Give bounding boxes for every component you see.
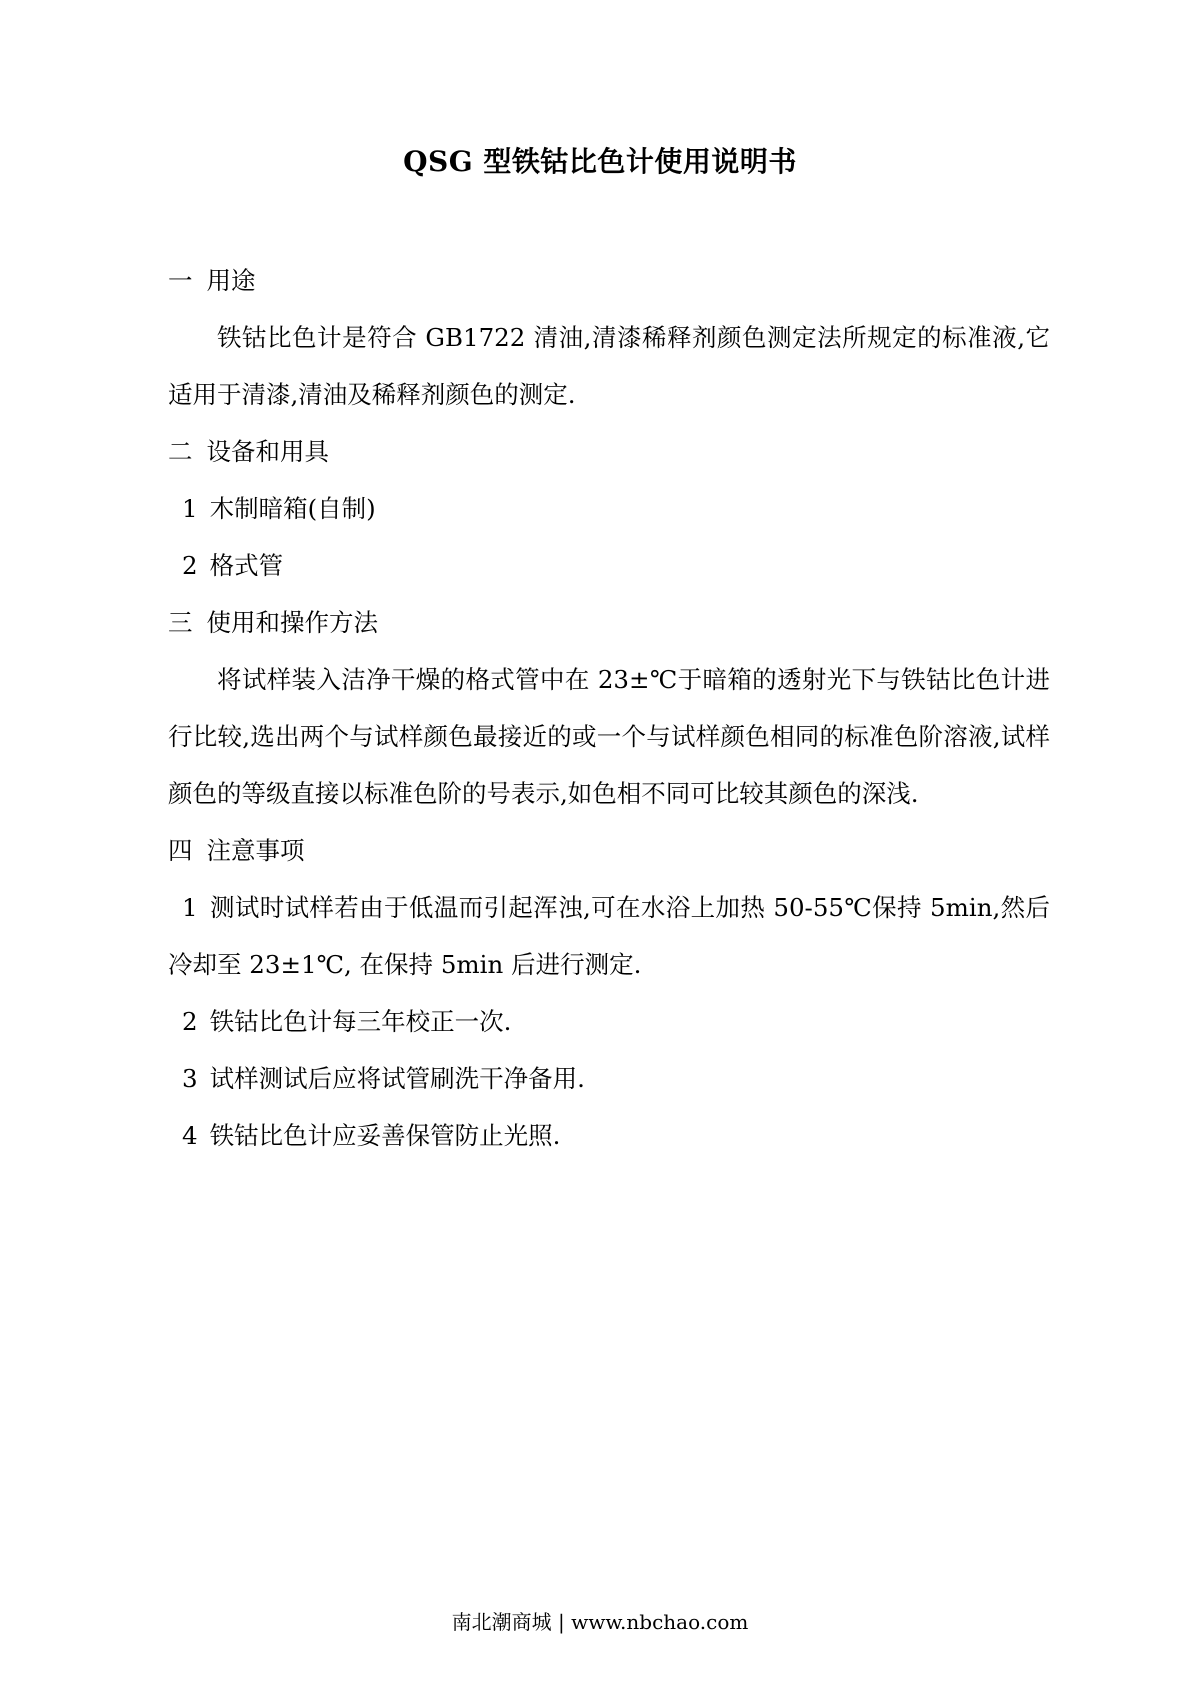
section-number-3: 三 <box>168 608 193 637</box>
list-item-text: 木制暗箱(自制) <box>209 494 376 523</box>
list-item <box>168 537 1050 594</box>
list-item-text: 格式管 <box>209 551 284 580</box>
section-number-1: 一 <box>168 266 193 295</box>
page-footer: 南北潮商城 | www.nbchao.com <box>451 1610 749 1634</box>
list-item <box>168 480 1050 537</box>
section-title-2: 设备和用具 <box>206 437 329 466</box>
section-number-4: 四 <box>168 836 193 865</box>
page-title: QSG 型铁钴比色计使用说明书 <box>403 145 797 178</box>
section-1-paragraph-1: 铁钴比色计是符合 GB1722 清油,清漆稀释剂颜色测定法所规定的标准液,它适用于清漆,清油及稀释剂颜色的测定. <box>168 323 1050 409</box>
section-title-1: 用途 <box>206 266 256 295</box>
list-item-number: 3 <box>182 1064 198 1093</box>
list-item <box>168 1050 1050 1107</box>
list-item-text: 铁钴比色计应妥善保管防止光照. <box>209 1121 561 1150</box>
section-heading-3 <box>168 594 1050 651</box>
section-title-4: 注意事项 <box>206 836 305 865</box>
list-item-number: 2 <box>182 1007 198 1036</box>
section-heading-1 <box>168 252 1050 309</box>
section-title-3: 使用和操作方法 <box>206 608 378 637</box>
list-item-number: 4 <box>182 1121 198 1150</box>
list-item <box>168 879 1050 993</box>
section-heading-4 <box>168 822 1050 879</box>
list-item <box>168 1107 1050 1164</box>
list-item <box>168 993 1050 1050</box>
section-heading-2 <box>168 423 1050 480</box>
section-number-2: 二 <box>168 437 193 466</box>
list-item-text: 试样测试后应将试管刷洗干净备用. <box>209 1064 585 1093</box>
list-item-number: 2 <box>182 551 198 580</box>
document-body <box>0 252 1200 1164</box>
list-item-number: 1 <box>182 893 198 922</box>
list-item-number: 1 <box>182 494 198 523</box>
list-item-text: 铁钴比色计每三年校正一次. <box>209 1007 512 1036</box>
section-3-paragraph-1: 将试样装入洁净干燥的格式管中在 23±℃于暗箱的透射光下与铁钴比色计进行比较,选出两个与试样颜色最接近的或一个与试样颜色相同的标准色阶溶液,试样颜色的等级直接以标准色阶的号表示,如色相不同可比较其颜色的深浅. <box>168 665 1050 808</box>
list-item-text: 测试时试样若由于低温而引起浑浊,可在水浴上加热 50-55℃保持 5min,然后冷却至 23±1℃, 在保持 5min 后进行测定. <box>168 893 1050 979</box>
